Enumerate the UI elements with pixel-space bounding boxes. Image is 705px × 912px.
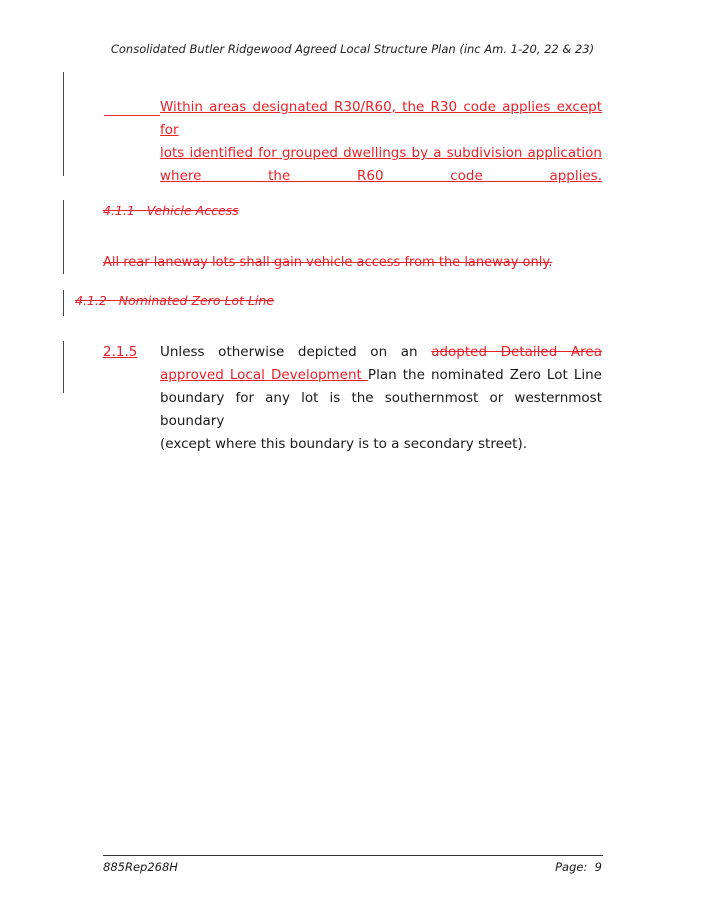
page-label: Page: bbox=[555, 860, 588, 874]
section-title: Nominated Zero Lot Line bbox=[118, 293, 275, 308]
clause-text: Plan the nominated Zero Lot Line bbox=[367, 367, 602, 383]
clause-number: 2.1.5 bbox=[103, 344, 138, 360]
clause-text: Unless otherwise depicted on an bbox=[160, 344, 432, 360]
clause-line-2 bbox=[160, 364, 602, 387]
section-number: 4.1.1 bbox=[103, 203, 135, 218]
paragraph-line: lots identified for grouped dwellings by a subdivision application bbox=[160, 145, 602, 161]
deleted-paragraph: All rear laneway lots shall gain vehicle access from the laneway only. bbox=[103, 255, 553, 270]
change-bar bbox=[63, 72, 64, 176]
deleted-text: adopted Detailed Area bbox=[431, 344, 602, 360]
page-number: 9 bbox=[594, 860, 602, 874]
change-bar bbox=[63, 200, 64, 274]
inserted-indent-underline bbox=[104, 100, 160, 116]
footer-doc-id: 885Rep268H bbox=[103, 860, 178, 874]
footer-rule bbox=[103, 855, 603, 856]
footer-page bbox=[555, 860, 602, 874]
clause-line-3: boundary for any lot is the southernmost or westernmost boundary bbox=[160, 390, 602, 429]
change-bar bbox=[63, 290, 64, 316]
clause-body bbox=[160, 341, 602, 456]
section-heading-4-1-1 bbox=[103, 203, 239, 218]
inserted-text: approved Local Development bbox=[160, 367, 368, 383]
change-bar bbox=[63, 341, 64, 393]
section-number: 4.1.2 bbox=[75, 293, 107, 308]
page-header: Consolidated Butler Ridgewood Agreed Local Structure Plan (inc Am. 1-20, 22 & 23) bbox=[110, 42, 595, 56]
paragraph-line: where the R60 code applies. bbox=[160, 168, 602, 184]
clause-line-1 bbox=[160, 341, 602, 364]
clause-line-4: (except where this boundary is to a secondary street). bbox=[160, 436, 528, 452]
paragraph-line: Within areas designated R30/R60, the R30 code applies except for bbox=[160, 99, 602, 138]
section-title: Vehicle Access bbox=[146, 203, 239, 218]
inserted-paragraph bbox=[160, 96, 602, 188]
section-heading-4-1-2 bbox=[75, 293, 274, 308]
